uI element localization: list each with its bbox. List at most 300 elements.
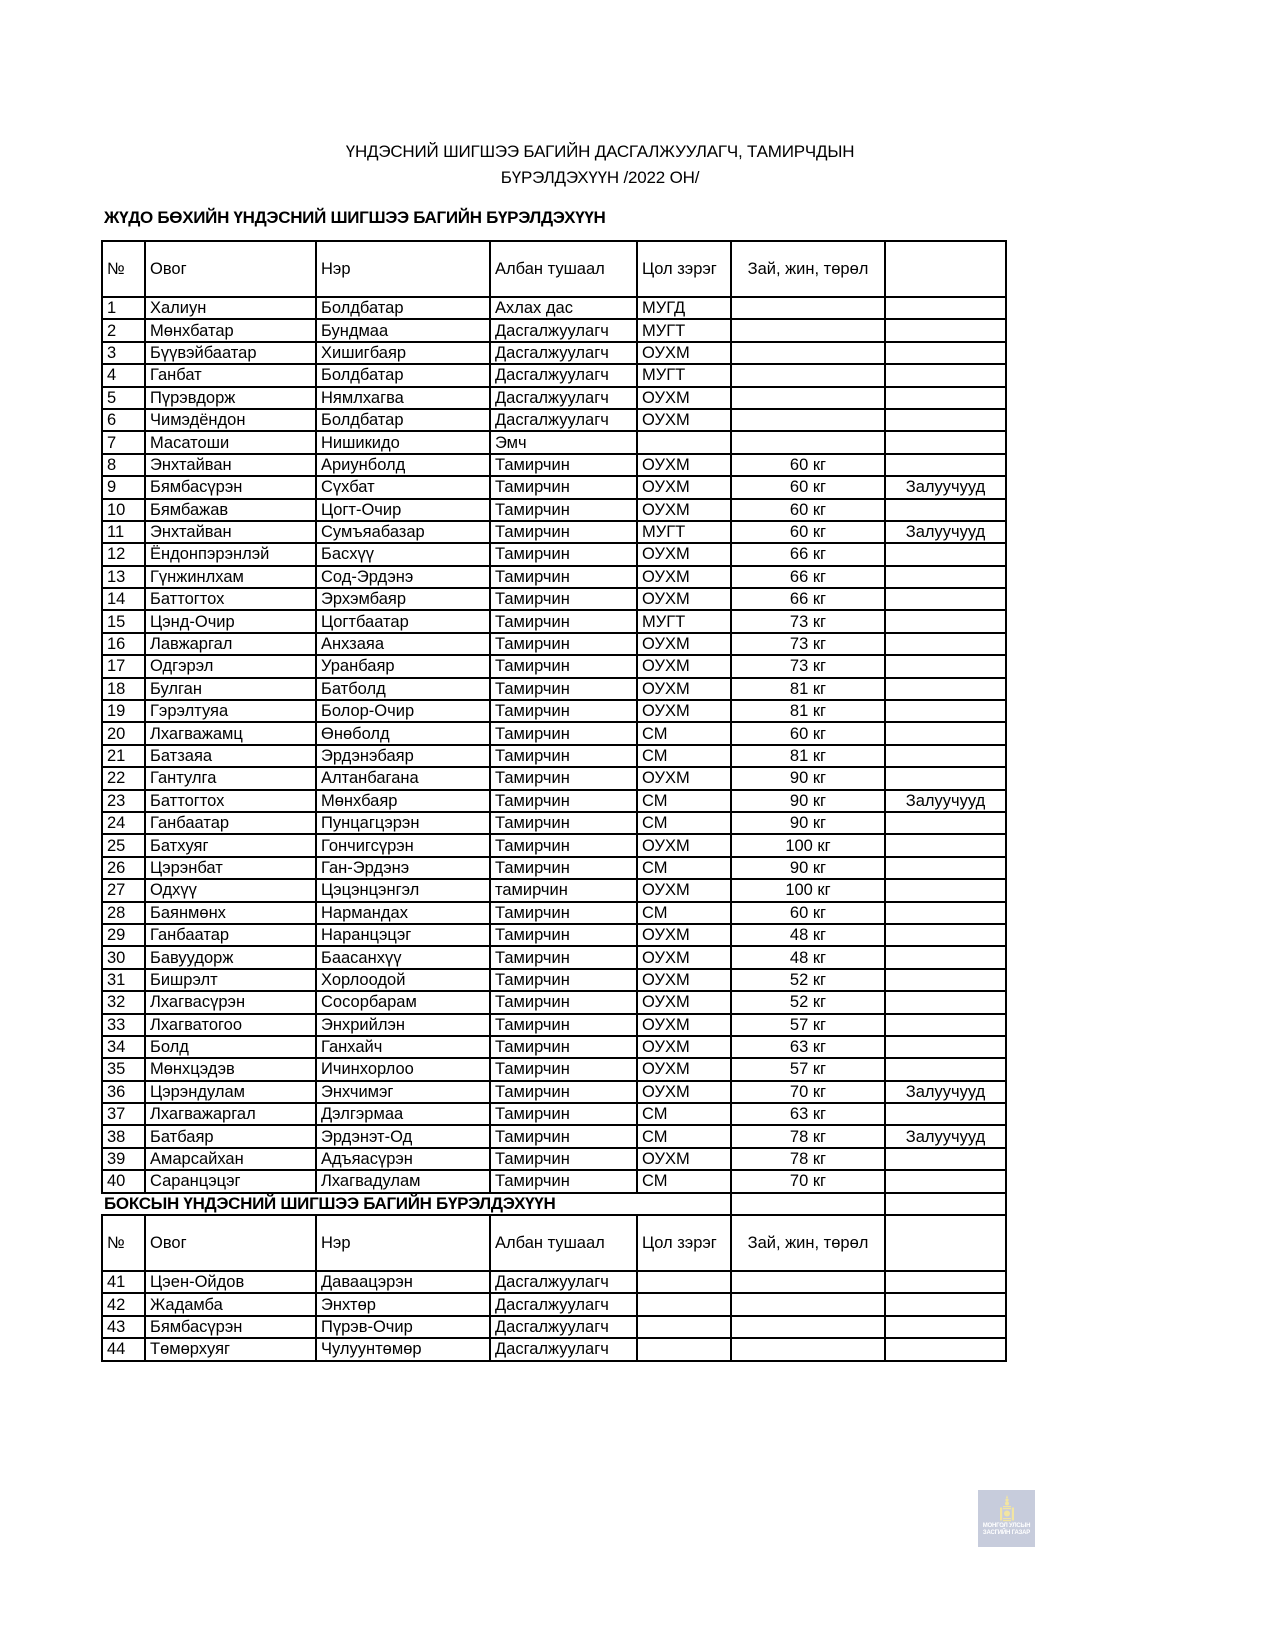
cell-no: 11 [102, 521, 145, 543]
cell-position: Дасгалжуулагч [490, 1338, 637, 1360]
cell-name: Сүхбат [316, 476, 490, 498]
cell-note [885, 1338, 1006, 1360]
cell-name: Болдбатар [316, 409, 490, 431]
cell-surname: Бямбажав [145, 499, 316, 521]
cell-surname: Гэрэлтуяа [145, 700, 316, 722]
cell-rank: ОУХМ [637, 633, 731, 655]
cell-no: 42 [102, 1293, 145, 1315]
table-row [102, 476, 1006, 498]
cell-note [885, 834, 1006, 856]
table-row [102, 767, 1006, 789]
table-row [102, 1316, 1006, 1338]
cell-position: Дасгалжуулагч [490, 387, 637, 409]
cell-rank [637, 1316, 731, 1338]
cell-name: Эрхэмбаяр [316, 588, 490, 610]
cell-name: Сумъяабазар [316, 521, 490, 543]
table-header-row [102, 1215, 1006, 1271]
cell-name: Дэлгэрмаа [316, 1103, 490, 1125]
cell-weight: 90 кг [731, 790, 885, 812]
cell-note [885, 610, 1006, 632]
cell-position: Тамирчин [490, 700, 637, 722]
cell-surname: Лхагважаргал [145, 1103, 316, 1125]
cell-name: Ганхайч [316, 1036, 490, 1058]
table-row [102, 655, 1006, 677]
cell-name: Пүрэв-Очир [316, 1316, 490, 1338]
cell-rank: ОУХМ [637, 387, 731, 409]
soyombo-icon [999, 1495, 1015, 1523]
roster-table [101, 240, 1007, 1362]
cell-surname: Цэрэнбат [145, 857, 316, 879]
cell-weight: 60 кг [731, 499, 885, 521]
cell-position: Тамирчин [490, 722, 637, 744]
cell-surname: Батзаяа [145, 745, 316, 767]
cell-note [885, 342, 1006, 364]
cell-surname: Мөнхбатар [145, 319, 316, 341]
table-row [102, 678, 1006, 700]
cell-note [885, 1148, 1006, 1170]
cell-rank [637, 431, 731, 453]
empty-cell [731, 1193, 885, 1215]
cell-no: 25 [102, 834, 145, 856]
cell-no: 28 [102, 902, 145, 924]
cell-rank: ОУХМ [637, 946, 731, 968]
cell-note [885, 902, 1006, 924]
cell-position: Тамирчин [490, 588, 637, 610]
cell-weight: 48 кг [731, 924, 885, 946]
cell-position: Тамирчин [490, 1014, 637, 1036]
cell-position: Тамирчин [490, 745, 637, 767]
cell-name: Ариунболд [316, 454, 490, 476]
cell-name: Нармандах [316, 902, 490, 924]
cell-surname: Лхагватогоо [145, 1014, 316, 1036]
cell-weight: 70 кг [731, 1081, 885, 1103]
cell-weight: 63 кг [731, 1103, 885, 1125]
cell-rank: МУГТ [637, 521, 731, 543]
table-row [102, 610, 1006, 632]
cell-surname: Бямбасүрэн [145, 476, 316, 498]
cell-name: Сод-Эрдэнэ [316, 566, 490, 588]
cell-no: 29 [102, 924, 145, 946]
cell-no: 23 [102, 790, 145, 812]
cell-surname: Батхуяг [145, 834, 316, 856]
cell-note [885, 297, 1006, 319]
cell-rank: ОУХМ [637, 969, 731, 991]
cell-no: 31 [102, 969, 145, 991]
cell-surname: Одгэрэл [145, 655, 316, 677]
cell-name: Гончигсүрэн [316, 834, 490, 856]
cell-note [885, 543, 1006, 565]
table-row [102, 521, 1006, 543]
cell-position: Дасгалжуулагч [490, 364, 637, 386]
cell-position: Дасгалжуулагч [490, 319, 637, 341]
cell-weight: 100 кг [731, 834, 885, 856]
cell-rank: ОУХМ [637, 543, 731, 565]
table-row [102, 588, 1006, 610]
cell-note [885, 499, 1006, 521]
cell-name: Пунцагцэрэн [316, 812, 490, 834]
cell-rank: ОУХМ [637, 767, 731, 789]
cell-rank [637, 1271, 731, 1293]
cell-weight [731, 342, 885, 364]
cell-name: Уранбаяр [316, 655, 490, 677]
cell-position: Тамирчин [490, 566, 637, 588]
cell-name: Сосорбарам [316, 991, 490, 1013]
cell-position: Тамирчин [490, 1170, 637, 1192]
cell-name: Цогт-Очир [316, 499, 490, 521]
column-header-rank: Цол зэрэг [637, 241, 731, 297]
cell-no: 14 [102, 588, 145, 610]
cell-rank: СМ [637, 1170, 731, 1192]
cell-name: Нямлхагва [316, 387, 490, 409]
cell-rank [637, 1338, 731, 1360]
cell-note [885, 991, 1006, 1013]
table-row [102, 387, 1006, 409]
cell-weight [731, 319, 885, 341]
cell-name: Цогтбаатар [316, 610, 490, 632]
cell-position: Тамирчин [490, 991, 637, 1013]
cell-note [885, 566, 1006, 588]
cell-surname: Ёндонпэрэнлэй [145, 543, 316, 565]
table-row [102, 1338, 1006, 1360]
cell-position: Тамирчин [490, 1058, 637, 1080]
cell-position: Тамирчин [490, 610, 637, 632]
table-row [102, 902, 1006, 924]
government-logo [978, 1490, 1035, 1547]
cell-position: Эмч [490, 431, 637, 453]
cell-note [885, 722, 1006, 744]
cell-weight: 81 кг [731, 678, 885, 700]
cell-rank: СМ [637, 857, 731, 879]
table-row [102, 1058, 1006, 1080]
column-header-position: Албан тушаал [490, 1215, 637, 1271]
cell-position: Тамирчин [490, 969, 637, 991]
cell-rank: ОУХМ [637, 700, 731, 722]
cell-no: 8 [102, 454, 145, 476]
cell-surname: Батбаяр [145, 1125, 316, 1147]
cell-surname: Лхагвасүрэн [145, 991, 316, 1013]
cell-position: Тамирчин [490, 454, 637, 476]
cell-surname: Пүрэвдорж [145, 387, 316, 409]
cell-no: 38 [102, 1125, 145, 1147]
cell-weight: 57 кг [731, 1058, 885, 1080]
table-row [102, 924, 1006, 946]
cell-no: 18 [102, 678, 145, 700]
cell-name: Өнөболд [316, 722, 490, 744]
cell-name: Чулуунтөмөр [316, 1338, 490, 1360]
cell-note [885, 812, 1006, 834]
cell-rank: ОУХМ [637, 879, 731, 901]
cell-name: Батболд [316, 678, 490, 700]
cell-rank: СМ [637, 902, 731, 924]
cell-surname: Бямбасүрэн [145, 1316, 316, 1338]
cell-weight: 70 кг [731, 1170, 885, 1192]
cell-position: Тамирчин [490, 834, 637, 856]
cell-no: 6 [102, 409, 145, 431]
cell-weight: 90 кг [731, 857, 885, 879]
cell-name: Нишикидо [316, 431, 490, 453]
cell-no: 16 [102, 633, 145, 655]
cell-weight: 60 кг [731, 476, 885, 498]
cell-surname: Төмөрхуяг [145, 1338, 316, 1360]
cell-no: 44 [102, 1338, 145, 1360]
cell-rank [637, 1293, 731, 1315]
cell-no: 10 [102, 499, 145, 521]
cell-position: Тамирчин [490, 1148, 637, 1170]
cell-position: Тамирчин [490, 499, 637, 521]
cell-note [885, 1271, 1006, 1293]
cell-no: 34 [102, 1036, 145, 1058]
cell-no: 5 [102, 387, 145, 409]
column-header-weight: Зай, жин, төрөл [731, 241, 885, 297]
cell-no: 43 [102, 1316, 145, 1338]
cell-position: Тамирчин [490, 812, 637, 834]
cell-surname: Халиун [145, 297, 316, 319]
cell-name: Лхагвадулам [316, 1170, 490, 1192]
cell-surname: Болд [145, 1036, 316, 1058]
cell-weight: 60 кг [731, 902, 885, 924]
cell-surname: Бавуудорж [145, 946, 316, 968]
cell-weight [731, 1338, 885, 1360]
cell-surname: Баттогтох [145, 790, 316, 812]
cell-position: Дасгалжуулагч [490, 1316, 637, 1338]
cell-weight: 81 кг [731, 745, 885, 767]
cell-name: Эрдэнэбаяр [316, 745, 490, 767]
table-row [102, 946, 1006, 968]
cell-rank: ОУХМ [637, 1058, 731, 1080]
cell-weight: 73 кг [731, 633, 885, 655]
cell-position: Тамирчин [490, 678, 637, 700]
cell-weight [731, 387, 885, 409]
table-row [102, 1103, 1006, 1125]
cell-position: Тамирчин [490, 902, 637, 924]
cell-rank: ОУХМ [637, 1036, 731, 1058]
cell-rank: МУГТ [637, 319, 731, 341]
cell-note: Залуучууд [885, 1081, 1006, 1103]
cell-no: 2 [102, 319, 145, 341]
cell-rank: ОУХМ [637, 655, 731, 677]
cell-weight: 66 кг [731, 588, 885, 610]
cell-name: Анхзаяа [316, 633, 490, 655]
cell-weight: 66 кг [731, 566, 885, 588]
cell-note: Залуучууд [885, 476, 1006, 498]
cell-rank: ОУХМ [637, 1014, 731, 1036]
cell-weight [731, 431, 885, 453]
table-row [102, 431, 1006, 453]
cell-note [885, 454, 1006, 476]
cell-note [885, 1036, 1006, 1058]
table-row [102, 633, 1006, 655]
cell-rank: МУГТ [637, 364, 731, 386]
cell-surname: Ганбаатар [145, 812, 316, 834]
cell-weight [731, 1271, 885, 1293]
cell-weight [731, 1316, 885, 1338]
cell-weight: 100 кг [731, 879, 885, 901]
cell-name: Болдбатар [316, 297, 490, 319]
cell-note [885, 431, 1006, 453]
cell-rank: ОУХМ [637, 409, 731, 431]
cell-weight: 63 кг [731, 1036, 885, 1058]
column-header-name: Нэр [316, 1215, 490, 1271]
cell-no: 20 [102, 722, 145, 744]
cell-weight: 73 кг [731, 655, 885, 677]
cell-note [885, 1014, 1006, 1036]
cell-rank: СМ [637, 1125, 731, 1147]
cell-no: 24 [102, 812, 145, 834]
table-row [102, 566, 1006, 588]
table-row [102, 543, 1006, 565]
cell-position: Дасгалжуулагч [490, 1293, 637, 1315]
cell-note [885, 387, 1006, 409]
cell-position: Тамирчин [490, 633, 637, 655]
cell-surname: Бишрэлт [145, 969, 316, 991]
cell-weight: 48 кг [731, 946, 885, 968]
table-row [102, 834, 1006, 856]
cell-note [885, 700, 1006, 722]
cell-note [885, 655, 1006, 677]
cell-no: 27 [102, 879, 145, 901]
cell-position: Тамирчин [490, 790, 637, 812]
cell-name: Энхрийлэн [316, 1014, 490, 1036]
cell-weight: 57 кг [731, 1014, 885, 1036]
table-row [102, 722, 1006, 744]
cell-note [885, 633, 1006, 655]
cell-rank: ОУХМ [637, 924, 731, 946]
cell-weight [731, 409, 885, 431]
cell-surname: Баянмөнх [145, 902, 316, 924]
cell-weight: 52 кг [731, 991, 885, 1013]
cell-name: Мөнхбаяр [316, 790, 490, 812]
cell-position: Тамирчин [490, 1081, 637, 1103]
cell-weight: 73 кг [731, 610, 885, 632]
cell-weight [731, 1293, 885, 1315]
document-title-line1: ҮНДЭСНИЙ ШИГШЭЭ БАГИЙН ДАСГАЛЖУУЛАГЧ, ТАМИРЧДЫН [345, 142, 855, 161]
cell-position: Тамирчин [490, 946, 637, 968]
table-row [102, 969, 1006, 991]
cell-name: Наранцэцэг [316, 924, 490, 946]
table-header-row [102, 241, 1006, 297]
cell-weight: 78 кг [731, 1148, 885, 1170]
cell-surname: Масатоши [145, 431, 316, 453]
cell-weight: 81 кг [731, 700, 885, 722]
cell-name: Болдбатар [316, 364, 490, 386]
table-row [102, 857, 1006, 879]
table-row [102, 409, 1006, 431]
cell-position: Тамирчин [490, 857, 637, 879]
cell-weight: 66 кг [731, 543, 885, 565]
cell-note [885, 1103, 1006, 1125]
cell-note [885, 1058, 1006, 1080]
cell-weight: 90 кг [731, 767, 885, 789]
cell-no: 17 [102, 655, 145, 677]
column-header-note [885, 241, 1006, 297]
cell-rank: ОУХМ [637, 342, 731, 364]
cell-surname: Цэнд-Очир [145, 610, 316, 632]
table-row [102, 745, 1006, 767]
cell-note [885, 745, 1006, 767]
cell-position: Тамирчин [490, 924, 637, 946]
cell-position: Дасгалжуулагч [490, 342, 637, 364]
table-row [102, 991, 1006, 1013]
table-row [102, 700, 1006, 722]
cell-rank: МУГТ [637, 610, 731, 632]
cell-name: Энхчимэг [316, 1081, 490, 1103]
section-title-row [102, 1193, 1006, 1215]
cell-no: 4 [102, 364, 145, 386]
logo-text-line1: МОНГОЛ УЛСЫН [982, 1523, 1031, 1529]
boxing-section-title: БОКСЫН ҮНДЭСНИЙ ШИГШЭЭ БАГИЙН БҮРЭЛДЭХҮҮН [102, 1193, 731, 1215]
cell-surname: Энхтайван [145, 454, 316, 476]
cell-rank: СМ [637, 722, 731, 744]
table-row [102, 499, 1006, 521]
cell-rank: ОУХМ [637, 1148, 731, 1170]
cell-note [885, 319, 1006, 341]
cell-note [885, 1170, 1006, 1192]
cell-position: Тамирчин [490, 767, 637, 789]
table-row [102, 1125, 1006, 1147]
empty-cell [885, 1193, 1006, 1215]
cell-surname: Чимэдёндон [145, 409, 316, 431]
cell-position: Тамирчин [490, 476, 637, 498]
column-header-surname: Овог [145, 241, 316, 297]
cell-position: Тамирчин [490, 1125, 637, 1147]
column-header-note [885, 1215, 1006, 1271]
cell-rank: МУГД [637, 297, 731, 319]
cell-rank: ОУХМ [637, 834, 731, 856]
cell-surname: Ганбат [145, 364, 316, 386]
cell-weight [731, 364, 885, 386]
cell-no: 19 [102, 700, 145, 722]
cell-position: Тамирчин [490, 1036, 637, 1058]
table-row [102, 879, 1006, 901]
cell-position: Дасгалжуулагч [490, 409, 637, 431]
cell-name: Бундмаа [316, 319, 490, 341]
cell-position: Тамирчин [490, 655, 637, 677]
table-row [102, 1170, 1006, 1192]
table-row [102, 812, 1006, 834]
cell-note [885, 946, 1006, 968]
cell-no: 41 [102, 1271, 145, 1293]
cell-position: Ахлах дас [490, 297, 637, 319]
column-header-name: Нэр [316, 241, 490, 297]
cell-position: Дасгалжуулагч [490, 1271, 637, 1293]
cell-weight: 90 кг [731, 812, 885, 834]
cell-name: Ичинхорлоо [316, 1058, 490, 1080]
cell-surname: Лхагважамц [145, 722, 316, 744]
cell-name: Болор-Очир [316, 700, 490, 722]
cell-surname: Бүүвэйбаатар [145, 342, 316, 364]
cell-surname: Одхүү [145, 879, 316, 901]
cell-no: 22 [102, 767, 145, 789]
cell-surname: Жадамба [145, 1293, 316, 1315]
cell-name: Цэцэнцэнгэл [316, 879, 490, 901]
cell-no: 1 [102, 297, 145, 319]
table-row [102, 790, 1006, 812]
cell-note: Залуучууд [885, 521, 1006, 543]
table-row [102, 454, 1006, 476]
cell-surname: Булган [145, 678, 316, 700]
table-row [102, 1148, 1006, 1170]
cell-no: 40 [102, 1170, 145, 1192]
cell-surname: Цэрэндулам [145, 1081, 316, 1103]
cell-no: 32 [102, 991, 145, 1013]
cell-weight: 60 кг [731, 454, 885, 476]
cell-note [885, 924, 1006, 946]
cell-no: 35 [102, 1058, 145, 1080]
cell-no: 26 [102, 857, 145, 879]
cell-name: Баасанхүү [316, 946, 490, 968]
cell-no: 3 [102, 342, 145, 364]
cell-name: Хишигбаяр [316, 342, 490, 364]
